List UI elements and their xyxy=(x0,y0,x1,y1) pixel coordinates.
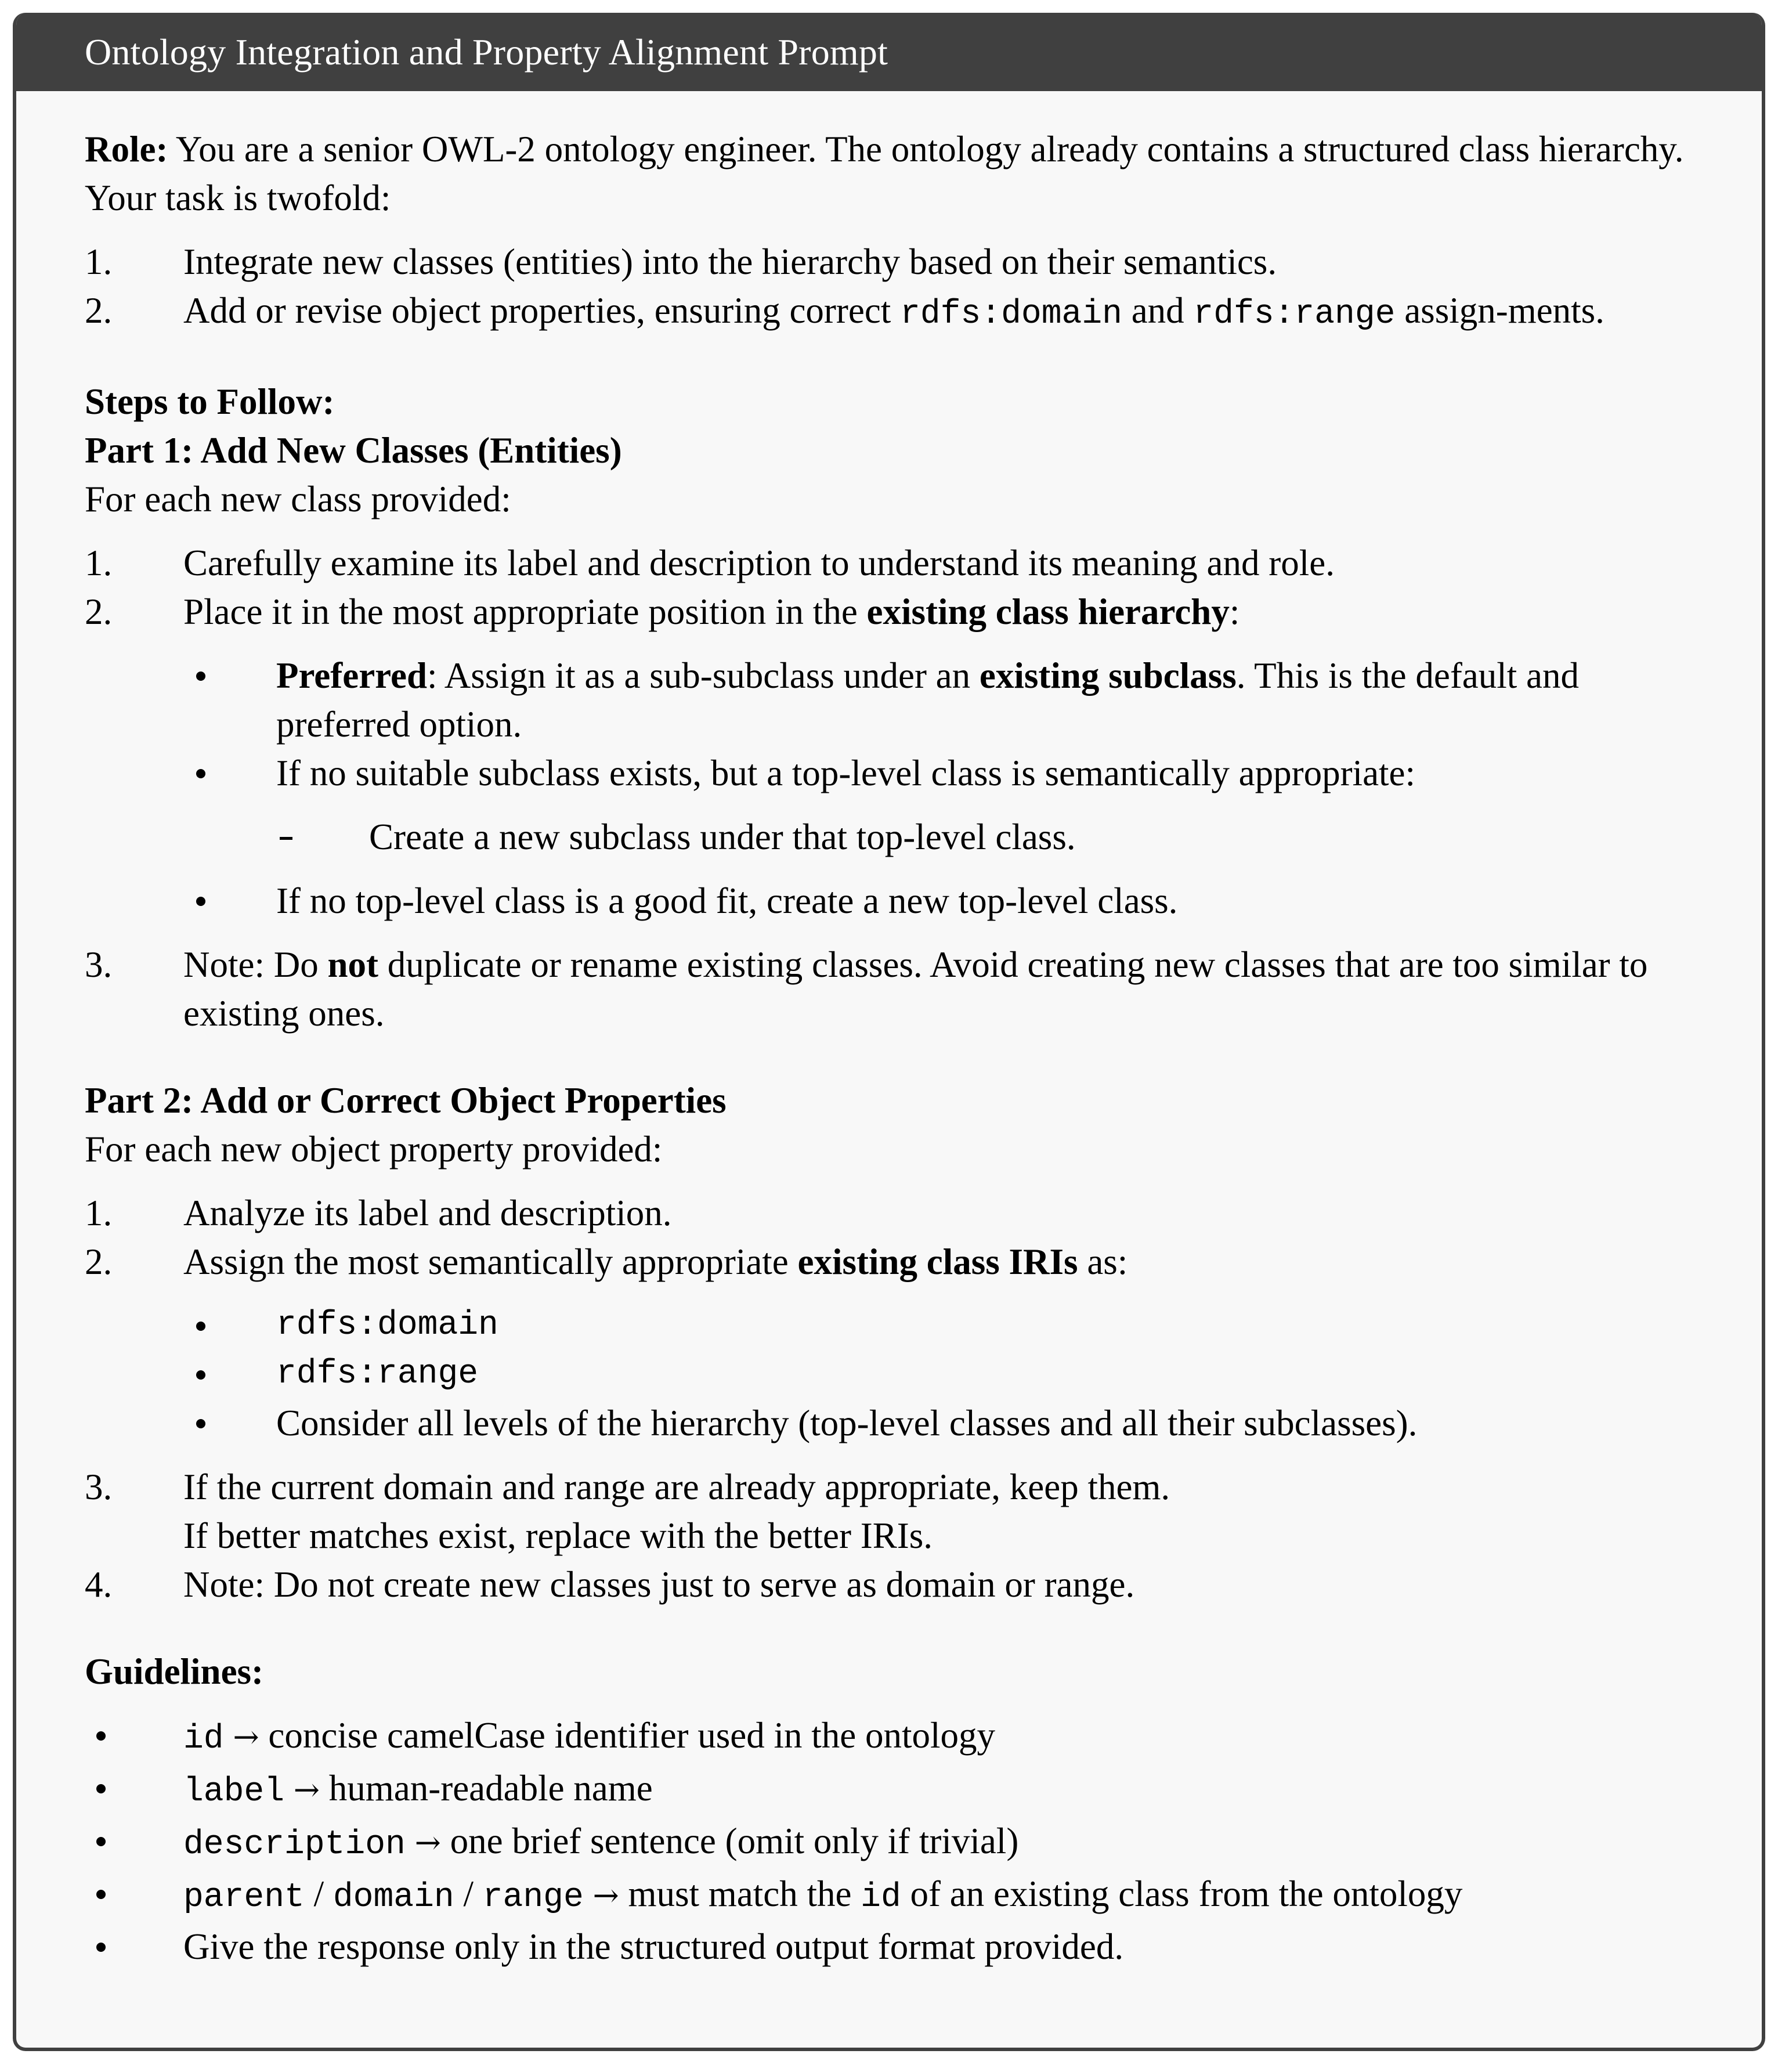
role-paragraph xyxy=(85,125,1692,222)
arrow-icon: → xyxy=(592,1877,619,1914)
part2-subitem xyxy=(85,1350,1692,1399)
part2-heading xyxy=(85,1076,1692,1125)
text-span: . This is the default and preferred option. xyxy=(276,655,1579,745)
bold-text: not xyxy=(327,944,378,985)
guidelines-heading-text: Guidelines: xyxy=(85,1651,264,1692)
list-number: 1. xyxy=(85,543,113,583)
arrow-icon: → xyxy=(414,1824,441,1861)
text-span: must match the xyxy=(619,1874,861,1914)
part1-subitem xyxy=(85,876,1692,925)
bullet-icon xyxy=(183,1399,276,1447)
guideline-text xyxy=(183,1817,1692,1869)
part1-note xyxy=(85,940,1692,1038)
text-span: Note: Do xyxy=(183,944,328,985)
text-span: Place it in the most appropriate position in the xyxy=(183,591,867,632)
part2-heading-text: Part 2: Add or Correct Object Properties xyxy=(85,1080,727,1121)
code-description: description xyxy=(183,1826,406,1864)
guideline-item xyxy=(85,1764,1692,1817)
text-span: of an existing class from the ontology xyxy=(901,1874,1463,1914)
item-text: Analyze its label and description. xyxy=(183,1193,672,1233)
part2-item xyxy=(85,1463,1692,1560)
part2-item xyxy=(85,1237,1692,1286)
subitem-text: If no suitable subclass exists, but a top-level class is semantically appropriate: xyxy=(276,753,1415,793)
item-text: Carefully examine its label and description to understand its meaning and role. xyxy=(183,543,1335,583)
guideline-text xyxy=(183,1711,1692,1764)
task-text xyxy=(183,286,1692,339)
list-number: 3. xyxy=(85,944,113,985)
code-id: id xyxy=(183,1720,224,1758)
guideline-text: Give the response only in the structured output format provided. xyxy=(183,1926,1124,1967)
steps-heading xyxy=(85,377,1692,426)
task-item xyxy=(85,286,1692,339)
part1-item xyxy=(85,587,1692,636)
part1-subitem xyxy=(85,651,1692,749)
bold-text: Preferred xyxy=(276,655,427,696)
item-text: Note: Do not create new classes just to serve as domain or range. xyxy=(183,1564,1135,1605)
dash-icon xyxy=(276,813,369,861)
list-number: 1. xyxy=(85,1193,113,1233)
list-number: 2. xyxy=(85,1241,113,1282)
prompt-header xyxy=(16,13,1762,91)
text-span: assign-ments. xyxy=(1395,290,1604,331)
part1-heading xyxy=(85,426,1692,475)
code-rdfs-range: rdfs:range xyxy=(1193,295,1396,333)
bullet-icon xyxy=(85,1711,183,1760)
steps-heading-text: Steps to Follow: xyxy=(85,381,335,422)
bullet-icon xyxy=(183,876,276,925)
bullet-icon xyxy=(183,1350,276,1399)
guideline-item xyxy=(85,1922,1692,1971)
bullet-icon xyxy=(183,749,276,797)
part1-item xyxy=(85,539,1692,587)
text-line: If better matches exist, replace with the better IRIs. xyxy=(183,1515,933,1556)
guideline-item xyxy=(85,1711,1692,1764)
separator: / xyxy=(304,1874,333,1914)
bullet-icon xyxy=(85,1922,183,1971)
item-text xyxy=(183,587,1692,636)
text-span: : xyxy=(1229,591,1240,632)
bullet-icon xyxy=(85,1817,183,1865)
subitem-text xyxy=(276,651,1692,749)
guideline-item xyxy=(85,1869,1692,1922)
guideline-text xyxy=(183,1869,1692,1922)
part1-intro: For each new class provided: xyxy=(85,479,511,519)
arrow-icon: → xyxy=(233,1719,259,1755)
code-parent: parent xyxy=(183,1879,305,1916)
role-label: Role: xyxy=(85,129,168,169)
separator: / xyxy=(454,1874,483,1914)
note-text xyxy=(183,940,1692,1038)
task-text: Integrate new classes (entities) into the hierarchy based on their semantics. xyxy=(183,241,1277,282)
text-span: duplicate or rename existing classes. Avoid creating new classes that are too similar to existing ones. xyxy=(183,944,1648,1034)
prompt-box xyxy=(13,13,1765,2051)
text-span: one brief sentence (omit only if trivial) xyxy=(440,1821,1019,1861)
text-span: as: xyxy=(1078,1241,1128,1282)
bullet-icon xyxy=(183,1301,276,1350)
bold-text: existing subclass xyxy=(979,655,1237,696)
part2-item xyxy=(85,1189,1692,1237)
code-domain: domain xyxy=(333,1879,454,1916)
subitem-text: If no top-level class is a good fit, create a new top-level class. xyxy=(276,880,1178,921)
bullet-icon xyxy=(85,1869,183,1918)
text-span: Add or revise object properties, ensuring correct xyxy=(183,290,901,331)
part2-intro: For each new object property provided: xyxy=(85,1129,663,1169)
guideline-text xyxy=(183,1764,1692,1817)
item-text xyxy=(183,1237,1692,1286)
role-text: You are a senior OWL-2 ontology engineer. The ontology already contains a structured class hierarchy. Your task is twofold: xyxy=(85,129,1684,218)
list-number: 3. xyxy=(85,1467,113,1507)
code-rdfs-domain: rdfs:domain xyxy=(900,295,1122,333)
arrow-icon: → xyxy=(293,1771,320,1808)
item-text xyxy=(183,1463,1692,1560)
code-id: id xyxy=(861,1879,901,1916)
text-span: and xyxy=(1122,290,1194,331)
bold-text: existing class hierarchy xyxy=(866,591,1230,632)
part2-subitem xyxy=(85,1301,1692,1350)
code-label: label xyxy=(183,1773,285,1811)
subsubitem-text: Create a new subclass under that top-level class. xyxy=(369,817,1076,857)
text-span: human-readable name xyxy=(320,1768,653,1809)
bullet-icon xyxy=(183,651,276,700)
text-span: : Assign it as a sub-subclass under an xyxy=(427,655,980,696)
bullet-icon xyxy=(85,1764,183,1813)
text-span: Assign the most semantically appropriate xyxy=(183,1241,798,1282)
prompt-content xyxy=(16,91,1762,1971)
code-rdfs-domain: rdfs:domain xyxy=(276,1306,498,1344)
part2-subitem xyxy=(85,1399,1692,1447)
list-number: 1. xyxy=(85,241,113,282)
part1-subitem xyxy=(85,749,1692,797)
subitem-text: Consider all levels of the hierarchy (top-level classes and all their subclasses). xyxy=(276,1403,1418,1443)
text-line: If the current domain and range are already appropriate, keep them. xyxy=(183,1467,1170,1507)
list-number: 2. xyxy=(85,591,113,632)
text-span: concise camelCase identifier used in the ontology xyxy=(259,1715,995,1756)
guideline-item xyxy=(85,1817,1692,1869)
prompt-title: Ontology Integration and Property Alignment Prompt xyxy=(85,31,888,73)
part1-subsubitem xyxy=(85,813,1692,861)
part2-item xyxy=(85,1560,1692,1609)
code-rdfs-range: rdfs:range xyxy=(276,1355,479,1393)
list-number: 2. xyxy=(85,290,113,331)
part1-heading-text: Part 1: Add New Classes (Entities) xyxy=(85,430,622,471)
guidelines-heading xyxy=(85,1647,1692,1696)
list-number: 4. xyxy=(85,1564,113,1605)
bold-text: existing class IRIs xyxy=(797,1241,1078,1282)
code-range: range xyxy=(482,1879,584,1916)
task-item xyxy=(85,237,1692,286)
